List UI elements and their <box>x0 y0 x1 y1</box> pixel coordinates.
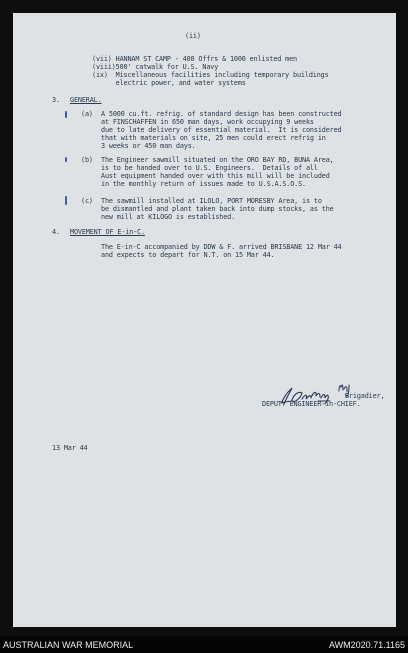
list-item-ix: (ix) Miscellaneous facilities including temporary buildings <box>92 71 329 79</box>
para-b-line: The Engineer sawmill situated on the ORO BAY RD, BUNA Area, <box>101 156 334 164</box>
margin-mark-c <box>65 196 67 205</box>
list-item-vii: (vii) HANNAM ST CAMP - 400 Offrs & 1000 enlisted men <box>92 55 297 63</box>
document-date: 13 Mar 44 <box>52 444 88 452</box>
section-4-line: and expects to depart for N.T. on 15 Mar 44. <box>101 251 275 259</box>
para-c-label: (c) <box>81 197 93 205</box>
section-4-line: The E-in-C accompanied by DDW & F. arrived BRISBANE 12 Mar 44 <box>101 243 342 251</box>
page-number: (ii) <box>185 32 201 40</box>
document-page <box>13 13 396 627</box>
section-4-number: 4. <box>52 228 60 236</box>
list-item-viii: (viii)500' catwalk for U.S. Navy <box>92 63 219 71</box>
para-c-line: new mill at KILOGO is established. <box>101 213 236 221</box>
para-b-label: (b) <box>81 156 93 164</box>
para-c-line: The sawmill installed at ILOLO, PORT MORESBY Area, is to <box>101 197 322 205</box>
list-item-ix-continued: electric power, and water systems <box>92 79 246 87</box>
archive-footer <box>0 636 408 653</box>
para-a-line: due to late delivery of essential material. It is considered <box>101 126 342 134</box>
para-a-label: (a) <box>81 110 93 118</box>
footer-institution: AUSTRALIAN WAR MEMORIAL <box>3 640 134 650</box>
signatory-title: DEPUTY ENGINEER-in-CHIEF. <box>262 400 361 408</box>
para-a-line: 3 weeks or 450 man days. <box>101 142 196 150</box>
section-4-heading: MOVEMENT OF E-in-C. <box>70 228 145 236</box>
para-c-line: be dismantled and plant taken back into dump stocks, as the <box>101 205 334 213</box>
margin-mark-a <box>65 111 67 118</box>
margin-mark-b <box>65 157 67 162</box>
para-a-line: that with materials on site, 25 men could erect refrig in <box>101 134 326 142</box>
para-a-line: at FINSCHAFFEN in 650 man days, work occupying 9 weeks <box>101 118 314 126</box>
para-b-line: Aust equipment handed over with this mill will be included <box>101 172 330 180</box>
section-3-number: 3. <box>52 96 60 104</box>
section-3-heading: GENERAL. <box>70 96 102 104</box>
para-a-line: A 5000 cu.ft. refrig. of standard design has been constructed <box>101 110 342 118</box>
footer-reference: AWM2020.71.1165 <box>328 640 405 650</box>
signatory-rank: Brigadier, <box>345 392 385 400</box>
para-b-line: in the monthly return of issues made to U.S.A.S.O.S. <box>101 180 306 188</box>
para-b-line: is to be handed over to U.S. Engineers. Details of all <box>101 164 318 172</box>
